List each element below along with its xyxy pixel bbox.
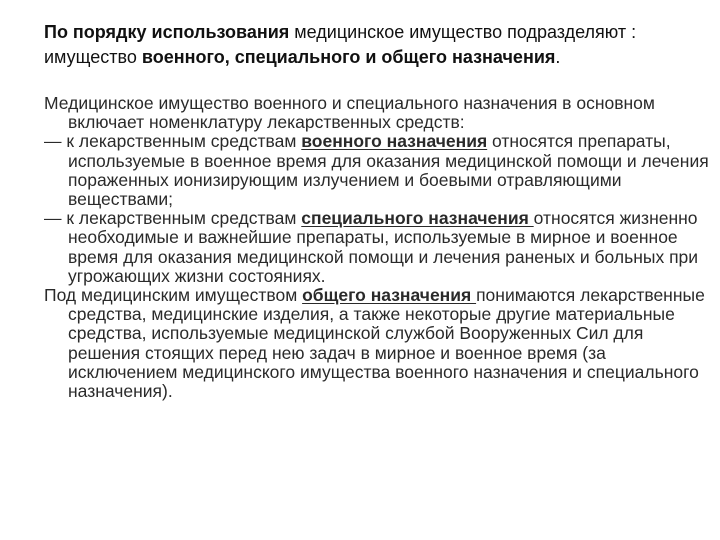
special-purpose-paragraph [44, 209, 714, 286]
paragraph-rest: относятся препараты, используемые в военное время для оказания медицинской помощи и лечения пораженных ионизирующим излучением и боевыми отравляющими веществами; [68, 131, 709, 210]
paragraph-rest: относятся жизненно необходимые и важнейшие препараты, используемые в мирное и военное время для оказания медицинской помощи и лечения раненых и больных при угрожающих жизни состояниях. [68, 208, 699, 286]
term-general-purpose: общего назначения [302, 285, 477, 306]
heading-text: медицинское имущество подразделяют : имущество [44, 22, 637, 67]
paragraph-lead: Под медицинским имуществом [44, 285, 303, 306]
paragraph-lead: — к лекарственным средствам [44, 131, 302, 152]
slide-body [44, 94, 714, 401]
heading-bold-lead: По порядку использования [44, 22, 290, 42]
paragraph-rest: понимаются лекарственные средства, медицинские изделия, а также некоторые другие материальные средства, используемые медицинской службой Вооруженных Сил для решения стоящих перед нею задач в мирное и военное время (за исключением медицинского имущества военного назначения и специального назначения). [68, 285, 705, 402]
military-purpose-paragraph [44, 132, 714, 209]
heading-bold-categories: военного, специального и общего назначения [141, 47, 556, 67]
heading-period: . [555, 47, 561, 67]
term-special-purpose: специального назначения [301, 208, 534, 229]
term-military-purpose: военного назначения [301, 131, 488, 152]
slide-heading [44, 20, 714, 70]
paragraph-lead: — к лекарственным средствам [44, 208, 302, 229]
general-purpose-paragraph [44, 286, 714, 401]
intro-paragraph: Медицинское имущество военного и специального назначения в основном включает номенклатуру лекарственных средств: [44, 93, 655, 133]
